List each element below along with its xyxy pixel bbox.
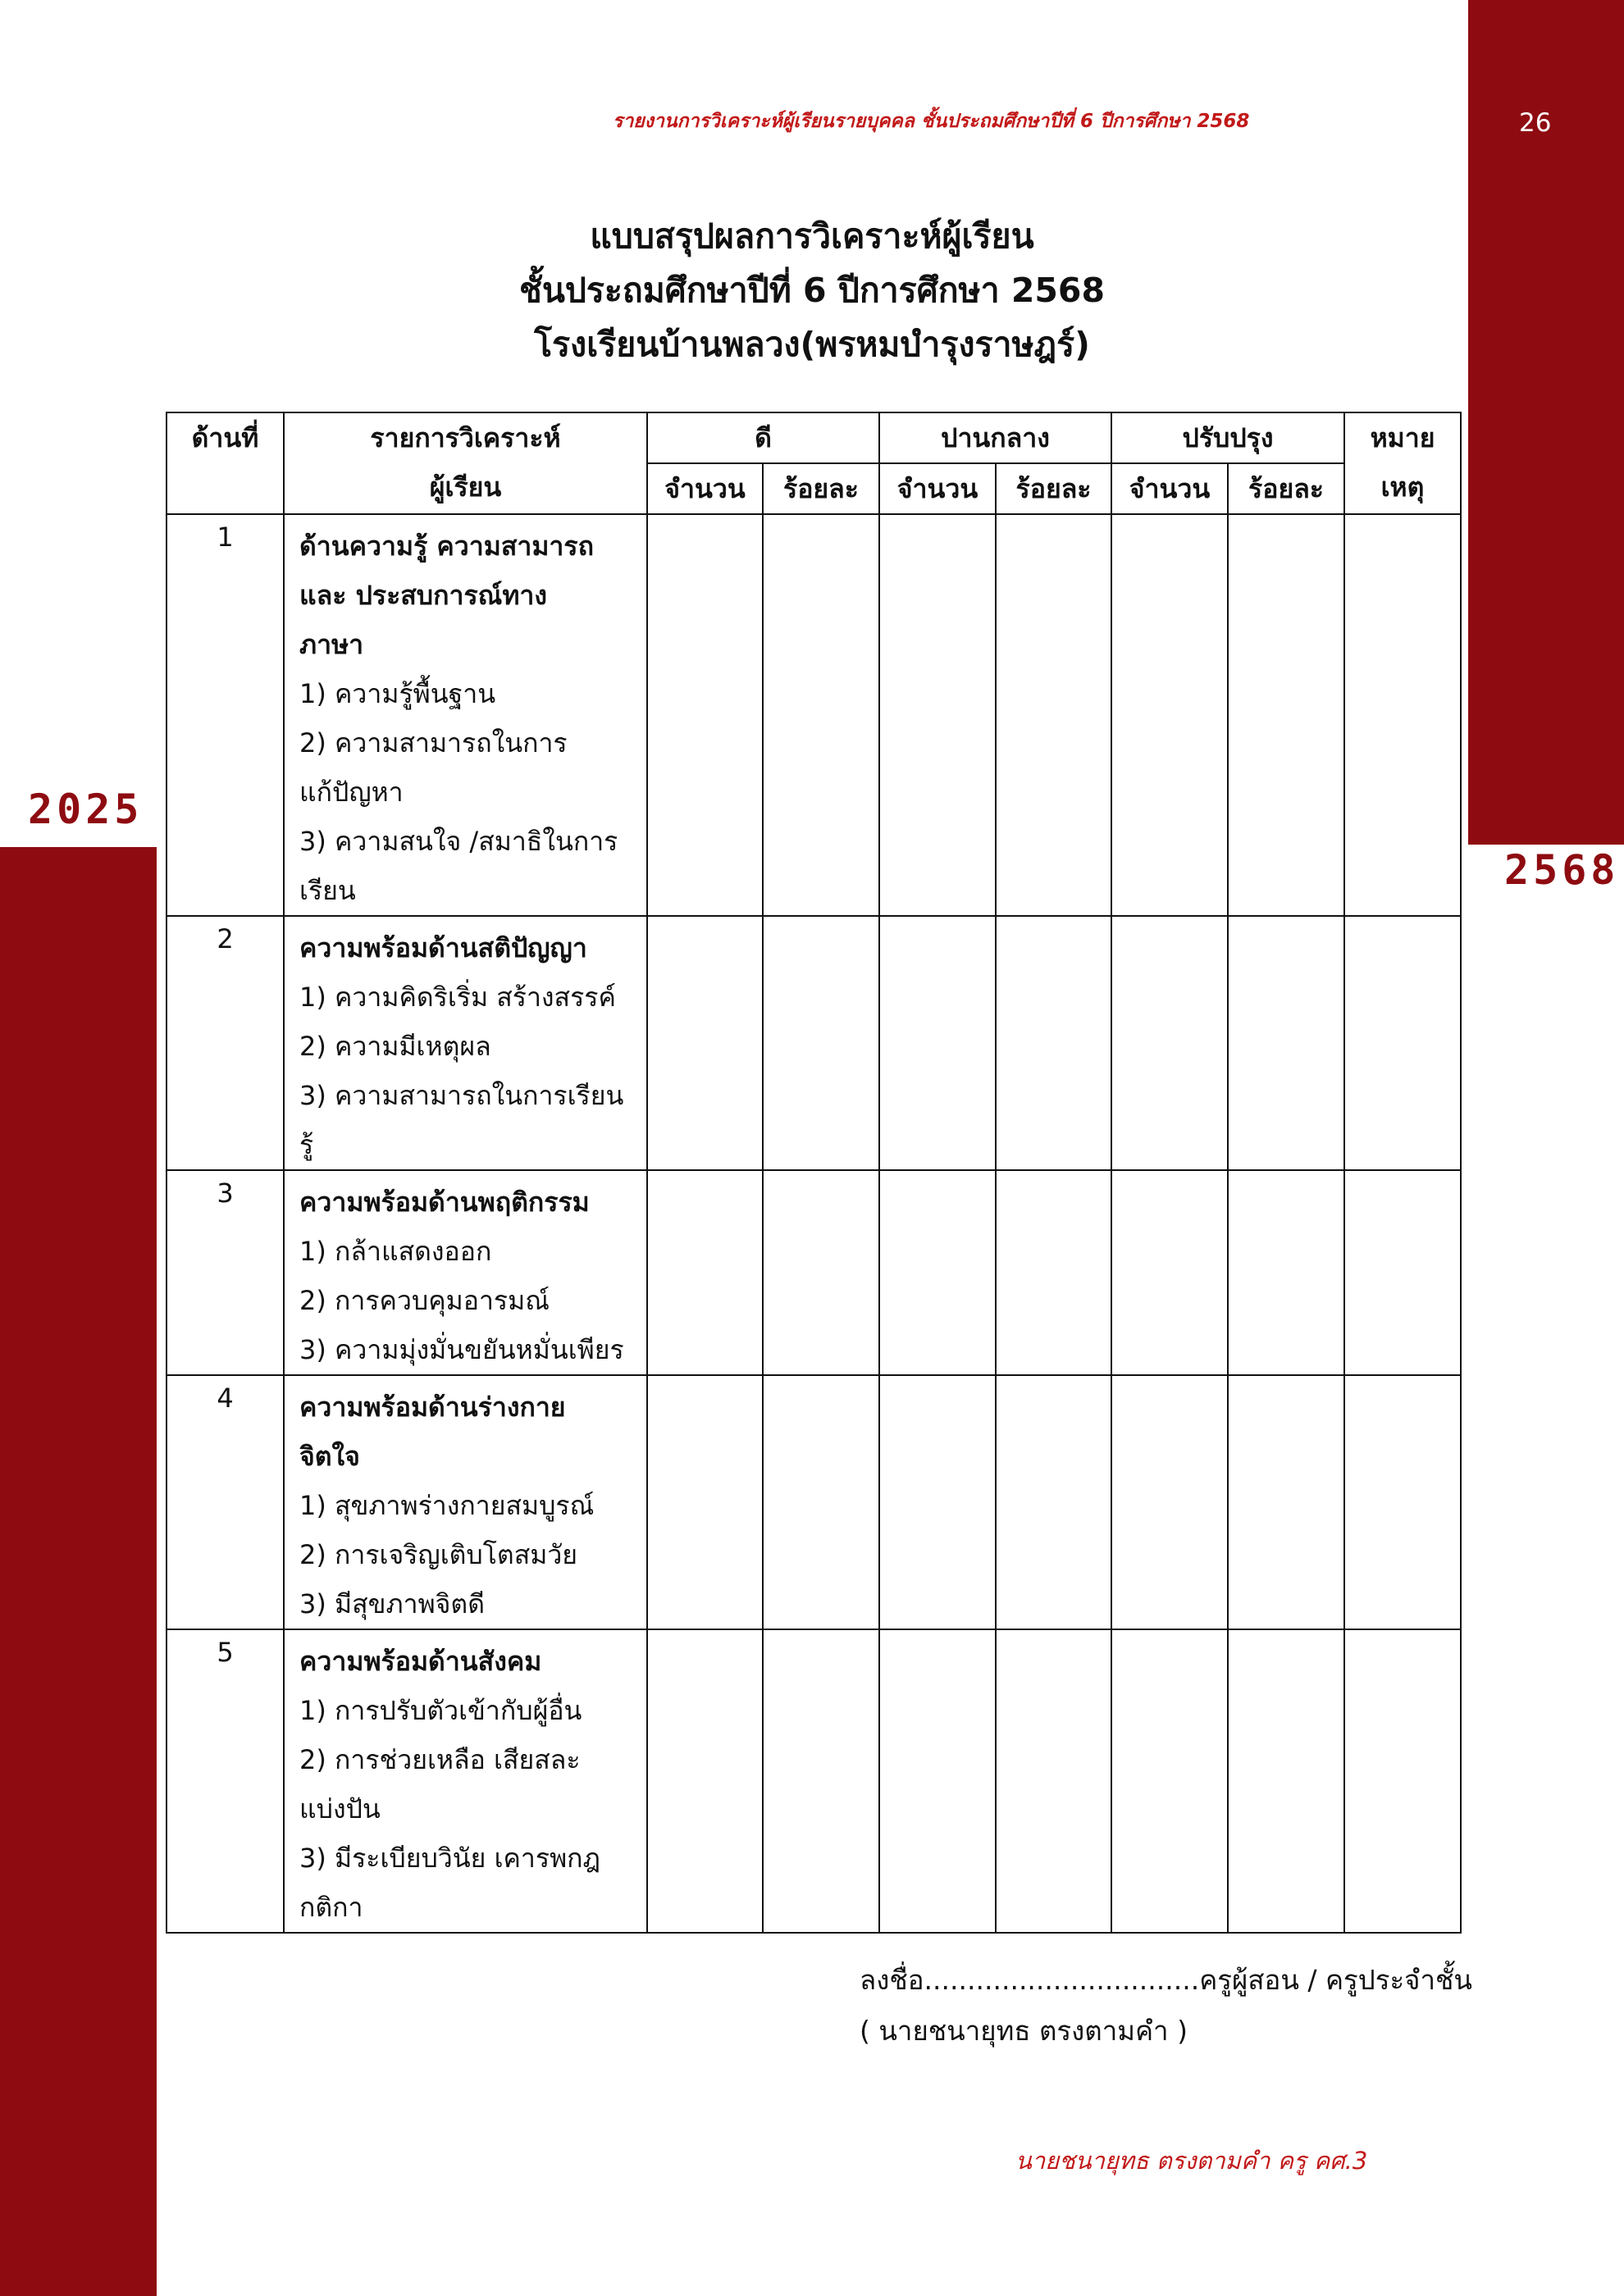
- header-row-1: [167, 412, 1461, 463]
- item-line: แก้ปัญหา: [299, 777, 404, 808]
- header-aspect: ด้านที่: [167, 412, 284, 514]
- item-line: 3) มีสุขภาพจิตดี: [299, 1588, 485, 1620]
- item-line: 2) ความสามารถในการ: [299, 727, 568, 758]
- item-line: 1) ความรู้พื้นฐาน: [299, 678, 496, 709]
- aspect-number: 2: [167, 916, 284, 1170]
- aspect-items: [284, 514, 647, 916]
- good-count-cell[interactable]: [647, 916, 763, 1170]
- improve-count-cell[interactable]: [1111, 1375, 1228, 1629]
- item-line: 2) การเจริญเติบโตสมวัย: [299, 1539, 578, 1570]
- item-line: เรียน: [299, 875, 356, 906]
- item-line: 3) ความมุ่งมั่นขยันหมั่นเพียร: [299, 1334, 624, 1365]
- header-item: [284, 412, 647, 514]
- improve-percent-cell[interactable]: [1228, 916, 1344, 1170]
- moderate-percent-cell[interactable]: [996, 1170, 1111, 1375]
- document-title: [164, 209, 1460, 371]
- item-line: และ ประสบการณ์ทาง: [299, 580, 547, 611]
- item-line: ความพร้อมด้านสติปัญญา: [299, 932, 587, 963]
- good-count-cell[interactable]: [647, 514, 763, 916]
- summary-table: [166, 412, 1462, 1934]
- item-line: ภาษา: [299, 629, 364, 660]
- good-percent-cell[interactable]: [763, 1170, 879, 1375]
- left-accent-band: [0, 847, 157, 2296]
- item-line: 2) ความมีเหตุผล: [299, 1031, 491, 1062]
- header-remark-line-1: หมาย: [1370, 422, 1435, 453]
- item-line: 2) การช่วยเหลือ เสียสละ: [299, 1744, 581, 1775]
- aspect-number: 1: [167, 514, 284, 916]
- improve-percent-cell[interactable]: [1228, 1375, 1344, 1629]
- table-row: [167, 1629, 1461, 1933]
- title-line-2: ชั้นประถมศึกษาปีที่ 6 ปีการศึกษา 2568: [519, 271, 1105, 310]
- aspect-items: [284, 916, 647, 1170]
- table-row: [167, 916, 1461, 1170]
- good-count-cell[interactable]: [647, 1629, 763, 1933]
- item-line: 1) การปรับตัวเข้ากับผู้อื่น: [299, 1695, 582, 1726]
- header-item-line-1: รายการวิเคราะห์: [370, 422, 561, 453]
- header-improve-percent: ร้อยละ: [1228, 463, 1344, 514]
- improve-percent-cell[interactable]: [1228, 1170, 1344, 1375]
- good-percent-cell[interactable]: [763, 1375, 879, 1629]
- aspect-items: [284, 1170, 647, 1375]
- remark-cell[interactable]: [1344, 916, 1461, 1170]
- signature-name: ( นายชนายุทธ ตรงตามคำ ): [860, 2015, 1188, 2047]
- header-improve: ปรับปรุง: [1111, 412, 1344, 463]
- table-row: [167, 1375, 1461, 1629]
- improve-count-cell[interactable]: [1111, 1170, 1228, 1375]
- moderate-count-cell[interactable]: [879, 514, 996, 916]
- page-number: 26: [1519, 108, 1552, 138]
- header-improve-count: จำนวน: [1111, 463, 1228, 514]
- item-line: กติกา: [299, 1892, 363, 1923]
- header-moderate-count: จำนวน: [879, 463, 996, 514]
- header-good: ดี: [647, 412, 879, 463]
- header-good-count: จำนวน: [647, 463, 763, 514]
- good-count-cell[interactable]: [647, 1170, 763, 1375]
- item-line: ความพร้อมด้านร่างกาย: [299, 1392, 566, 1423]
- item-line: 1) กล้าแสดงออก: [299, 1236, 492, 1267]
- moderate-percent-cell[interactable]: [996, 1375, 1111, 1629]
- moderate-count-cell[interactable]: [879, 1375, 996, 1629]
- aspect-items: [284, 1375, 647, 1629]
- header-remark: [1344, 412, 1461, 514]
- moderate-count-cell[interactable]: [879, 1629, 996, 1933]
- moderate-percent-cell[interactable]: [996, 1629, 1111, 1933]
- header-remark-line-2: เหตุ: [1380, 472, 1425, 503]
- header-good-percent: ร้อยละ: [763, 463, 879, 514]
- header-item-line-2: ผู้เรียน: [429, 472, 502, 503]
- moderate-count-cell[interactable]: [879, 1170, 996, 1375]
- year-label-left: 2025: [28, 786, 144, 833]
- aspect-number: 3: [167, 1170, 284, 1375]
- aspect-number: 5: [167, 1629, 284, 1933]
- header-moderate-percent: ร้อยละ: [996, 463, 1111, 514]
- improve-count-cell[interactable]: [1111, 916, 1228, 1170]
- improve-percent-cell[interactable]: [1228, 514, 1344, 916]
- good-percent-cell[interactable]: [763, 514, 879, 916]
- header-moderate: ปานกลาง: [879, 412, 1111, 463]
- improve-count-cell[interactable]: [1111, 1629, 1228, 1933]
- aspect-number: 4: [167, 1375, 284, 1629]
- item-line: 1) ความคิดริเริ่ม สร้างสรรค์: [299, 982, 616, 1013]
- table-row: [167, 514, 1461, 916]
- item-line: แบ่งปัน: [299, 1793, 381, 1824]
- improve-percent-cell[interactable]: [1228, 1629, 1344, 1933]
- table-row: [167, 1170, 1461, 1375]
- remark-cell[interactable]: [1344, 1170, 1461, 1375]
- item-line: 2) การควบคุมอารมณ์: [299, 1285, 550, 1316]
- good-count-cell[interactable]: [647, 1375, 763, 1629]
- running-header: รายงานการวิเคราะห์ผู้เรียนรายบุคคล ชั้นประถมศึกษาปีที่ 6 ปีการศึกษา 2568: [613, 111, 1250, 132]
- item-line: 3) มีระเบียบวินัย เคารพกฎ: [299, 1843, 601, 1874]
- improve-count-cell[interactable]: [1111, 514, 1228, 916]
- title-line-3: โรงเรียนบ้านพลวง(พรหมบำรุงราษฎร์): [534, 325, 1090, 364]
- good-percent-cell[interactable]: [763, 1629, 879, 1933]
- item-line: ความพร้อมด้านสังคม: [299, 1646, 542, 1677]
- remark-cell[interactable]: [1344, 1375, 1461, 1629]
- moderate-count-cell[interactable]: [879, 916, 996, 1170]
- title-line-1: แบบสรุปผลการวิเคราะห์ผู้เรียน: [590, 216, 1034, 256]
- year-label-right: 2568: [1504, 846, 1620, 894]
- item-line: 3) ความสามารถในการเรียนรู้: [299, 1080, 624, 1160]
- item-line: ความพร้อมด้านพฤติกรรม: [299, 1187, 590, 1218]
- item-line: ด้านความรู้ ความสามารถ: [299, 531, 594, 562]
- moderate-percent-cell[interactable]: [996, 916, 1111, 1170]
- item-line: 3) ความสนใจ /สมาธิในการ: [299, 826, 618, 857]
- item-line: จิตใจ: [299, 1441, 360, 1472]
- remark-cell[interactable]: [1344, 514, 1461, 916]
- footer-author: นายชนายุทธ ตรงตามคำ ครู คศ.3: [1015, 2147, 1368, 2175]
- signature-line: ลงชื่อ................................ครูผู้สอน / ครูประจำชั้น: [860, 1964, 1472, 1996]
- aspect-items: [284, 1629, 647, 1933]
- remark-cell[interactable]: [1344, 1629, 1461, 1933]
- item-line: 1) สุขภาพร่างกายสมบูรณ์: [299, 1490, 595, 1521]
- good-percent-cell[interactable]: [763, 916, 879, 1170]
- moderate-percent-cell[interactable]: [996, 514, 1111, 916]
